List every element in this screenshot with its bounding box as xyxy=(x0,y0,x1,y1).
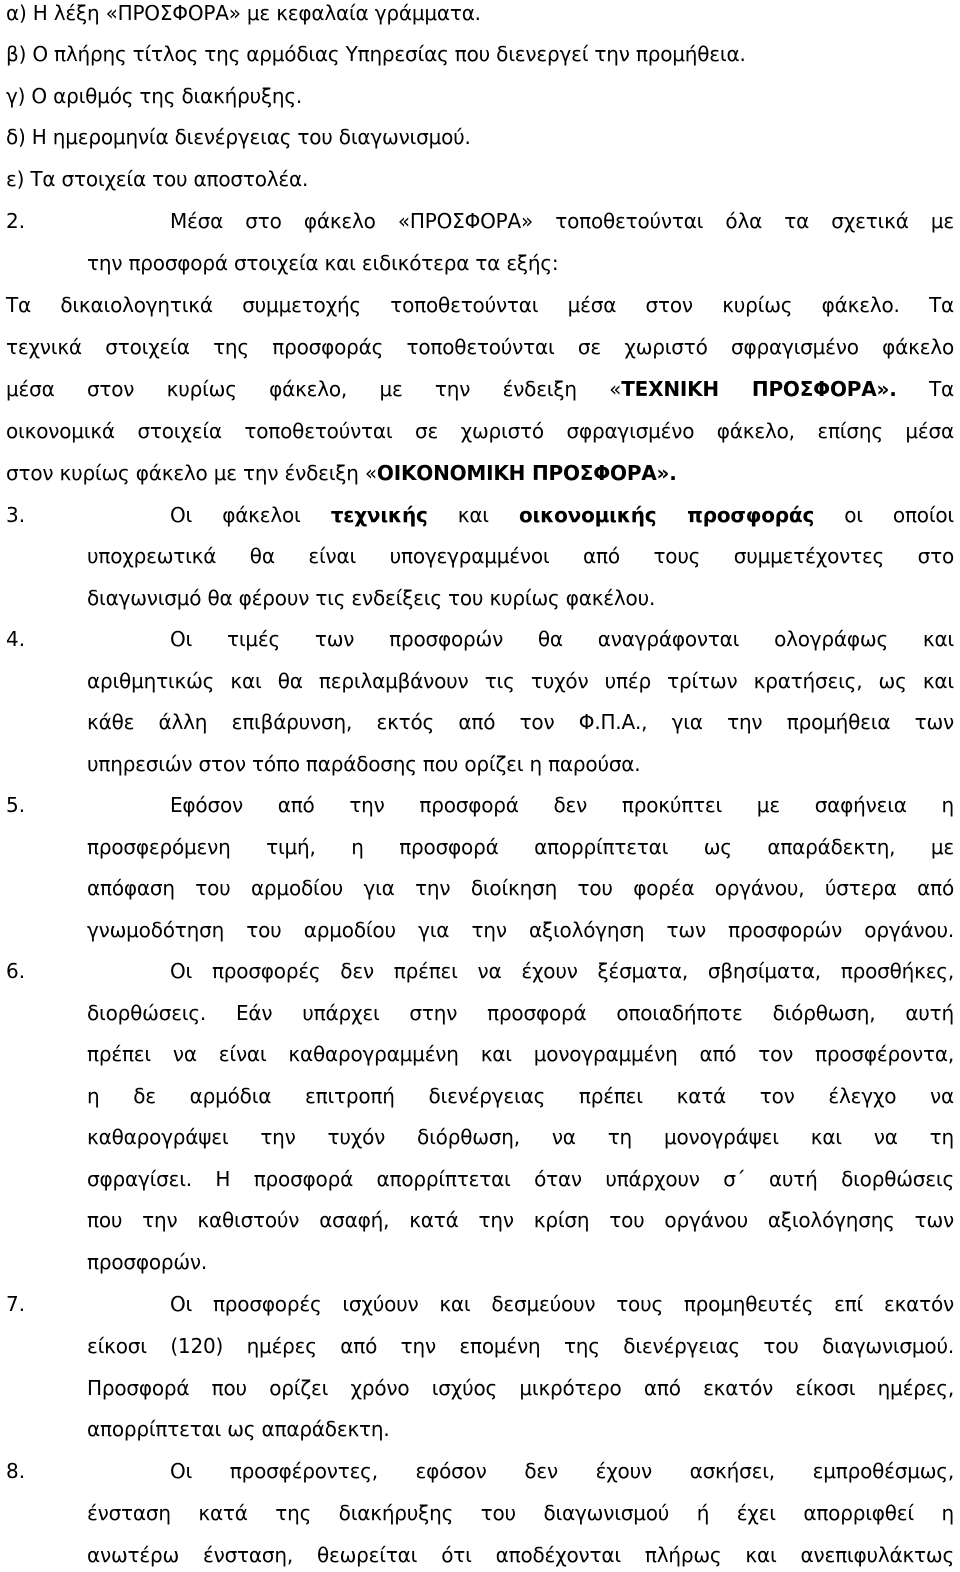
paragraph-line: οικονομικά στοιχεία τοποθετούνται σε χωριστό σφραγισμένο φάκελο, επίσης μέσα xyxy=(6,419,954,443)
item4-line: αριθμητικώς και θα περιλαμβάνουν τις τυχόν υπέρ τρίτων κρατήσεις, ως και xyxy=(87,669,954,693)
item4-line: κάθε άλλη επιβάρυνση, εκτός από τον Φ.Π.Α., για την προμήθεια των xyxy=(87,710,954,734)
item5-line: απόφαση του αρμοδίου για την διοίκηση του φορέα οργάνου, ύστερα από xyxy=(87,876,954,900)
item5-line: γνωμοδότηση του αρμοδίου για την αξιολόγηση των προσφορών οργάνου. xyxy=(87,918,954,942)
item6-line: Οι προσφορές δεν πρέπει να έχουν ξέσματα, σβησίματα, προσθήκες, xyxy=(170,959,954,983)
item6-line: που την καθιστούν ασαφή, κατά την κρίση του οργάνου αξιολόγησης των xyxy=(87,1208,954,1232)
item7-line: απορρίπτεται ως απαράδεκτη. xyxy=(87,1417,390,1441)
item-number: 5. xyxy=(6,793,26,817)
item7-line: Προσφορά που ορίζει χρόνο ισχύος μικρότερο από εκατόν είκοσι ημέρες, xyxy=(87,1376,954,1400)
bold-text: ΟΙΚΟΝΟΜΙΚΗ ΠΡΟΣΦΟΡΑ». xyxy=(376,461,677,485)
paragraph-line xyxy=(6,458,954,488)
item8-line: Οι προσφέροντες, εφόσον δεν έχουν ασκήσει, εμπροθέσμως, xyxy=(170,1459,954,1483)
bold-text: ΤΕΧΝΙΚΗ ΠΡΟΣΦΟΡΑ». xyxy=(621,377,897,401)
list-item: ε) Τα στοιχεία του αποστολέα. xyxy=(6,167,309,191)
item5-line: Εφόσον από την προσφορά δεν προκύπτει με σαφήνεια η xyxy=(170,793,954,817)
paragraph-line xyxy=(6,374,954,404)
item6-line: διορθώσεις. Εάν υπάρχει στην προσφορά οποιαδήποτε διόρθωση, αυτή xyxy=(87,1001,954,1025)
list-item: α) Η λέξη «ΠΡΟΣΦΟΡΑ» με κεφαλαία γράμματα. xyxy=(6,1,481,25)
item4-line: υπηρεσιών στον τόπο παράδοσης που ορίζει η παρούσα. xyxy=(87,752,641,776)
item8-line: ανωτέρω ένσταση, θεωρείται ότι αποδέχονται πλήρως και ανεπιφυλάκτως xyxy=(87,1543,954,1567)
item2-line: την προσφορά στοιχεία και ειδικότερα τα εξής: xyxy=(87,251,559,275)
list-item: β) Ο πλήρης τίτλος της αρμόδιας Υπηρεσίας που διενεργεί την προμήθεια. xyxy=(6,42,746,66)
text-span: μέσα στον κυρίως φάκελο, με την ένδειξη « xyxy=(6,377,622,401)
bold-text: οικονομικής προσφοράς xyxy=(518,503,815,527)
item6-line: προσφορών. xyxy=(87,1250,208,1274)
text-span: Οι φάκελοι xyxy=(170,503,331,527)
text-span: Τα xyxy=(896,377,954,401)
item-number: 6. xyxy=(6,959,26,983)
paragraph-line: Τα δικαιολογητικά συμμετοχής τοποθετούνται μέσα στον κυρίως φάκελο. Τα xyxy=(6,293,954,317)
item4-line: Οι τιμές των προσφορών θα αναγράφονται ολογράφως και xyxy=(170,627,954,651)
list-item: δ) Η ημερομηνία διενέργειας του διαγωνισμού. xyxy=(6,125,471,149)
item3-line: υποχρεωτικά θα είναι υπογεγραμμένοι από τους συμμετέχοντες στο xyxy=(87,544,954,568)
item5-line: προσφερόμενη τιμή, η προσφορά απορρίπτεται ως απαράδεκτη, με xyxy=(87,835,954,859)
text-span: οι οποίοι xyxy=(814,503,954,527)
text-span: στον κυρίως φάκελο με την ένδειξη « xyxy=(6,461,377,485)
item7-line: Οι προσφορές ισχύουν και δεσμεύουν τους προμηθευτές επί εκατόν xyxy=(170,1292,954,1316)
item-number: 3. xyxy=(6,503,26,527)
item3-line: διαγωνισμό θα φέρουν τις ενδείξεις του κυρίως φακέλου. xyxy=(87,586,656,610)
item3-line xyxy=(170,500,954,530)
item-number: 4. xyxy=(6,627,26,651)
item6-line: καθαρογράψει την τυχόν διόρθωση, να τη μονογράψει και να τη xyxy=(87,1125,954,1149)
item6-line: σφραγίσει. Η προσφορά απορρίπτεται όταν υπάρχουν σ΄ αυτή διορθώσεις xyxy=(87,1167,954,1191)
item-number: 8. xyxy=(6,1459,26,1483)
item-number: 7. xyxy=(6,1292,26,1316)
bold-text: τεχνικής xyxy=(330,503,428,527)
text-span: και xyxy=(427,503,519,527)
item6-line: πρέπει να είναι καθαρογραμμένη και μονογραμμένη από τον προσφέροντα, xyxy=(87,1042,954,1066)
item6-line: η δε αρμόδια επιτροπή διενέργειας πρέπει κατά τον έλεγχο να xyxy=(87,1084,954,1108)
paragraph-line: τεχνικά στοιχεία της προσφοράς τοποθετούνται σε χωριστό σφραγισμένο φάκελο xyxy=(6,335,954,359)
list-item: γ) Ο αριθμός της διακήρυξης. xyxy=(6,84,303,108)
item-number: 2. xyxy=(6,209,26,233)
item2-line: Μέσα στο φάκελο «ΠΡΟΣΦΟΡΑ» τοποθετούνται όλα τα σχετικά με xyxy=(170,209,954,233)
item8-line: ένσταση κατά της διακήρυξης του διαγωνισμού ή έχει απορριφθεί η xyxy=(87,1501,954,1525)
item7-line: είκοσι (120) ημέρες από την επομένη της διενέργειας του διαγωνισμού. xyxy=(87,1334,954,1358)
